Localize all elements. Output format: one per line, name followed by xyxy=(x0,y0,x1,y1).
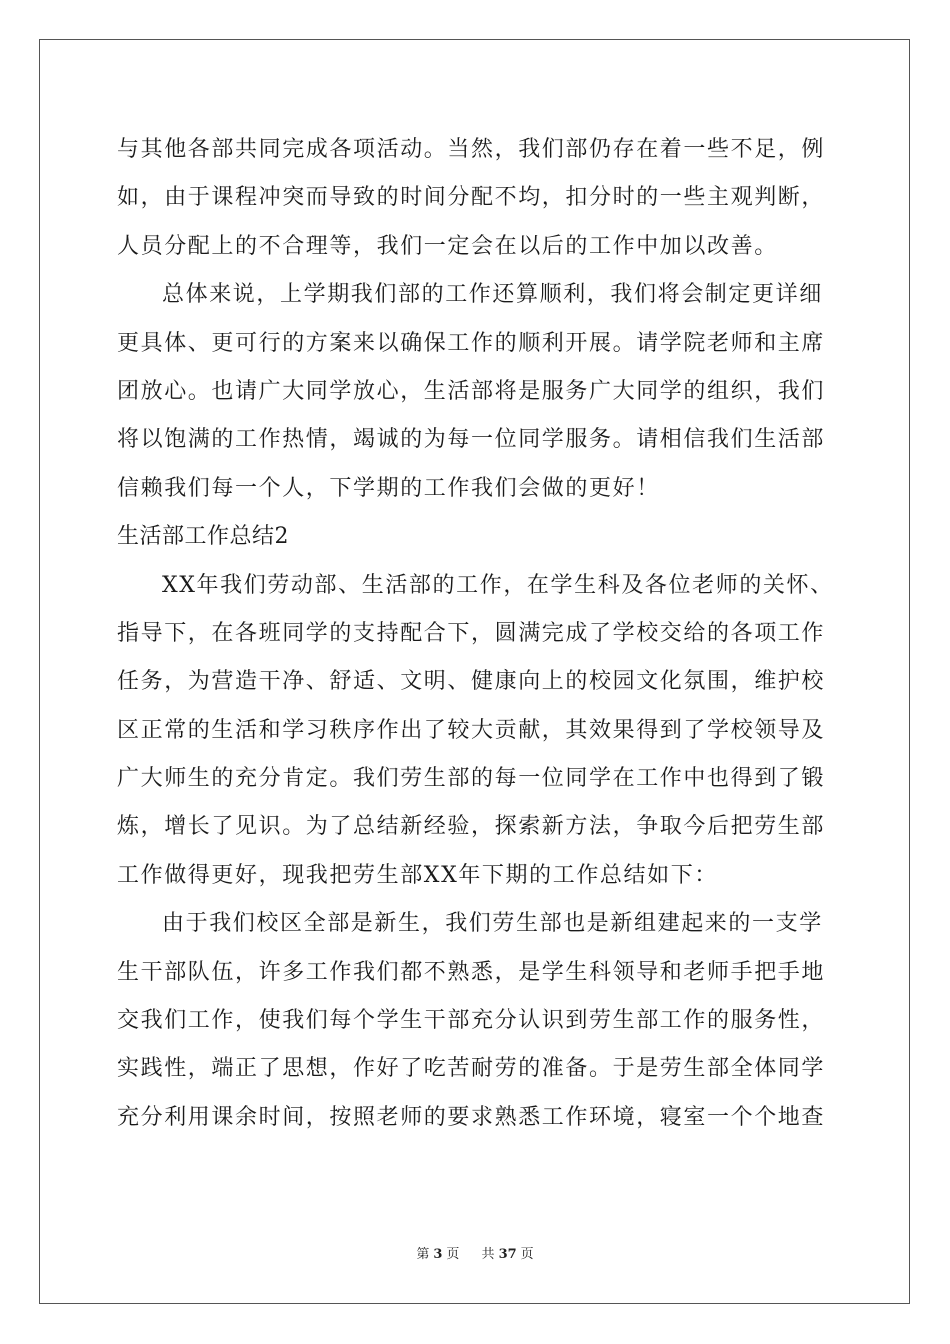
text-line: 如，由于课程冲突而导致的时间分配不均，扣分时的一些主观判断， xyxy=(117,185,826,211)
page-number: 第 3 页 xyxy=(416,1247,460,1262)
text-line: 实践性，端正了思想，作好了吃苦耐劳的准备。于是劳生部全体同学 xyxy=(117,1056,826,1082)
text-line: 人员分配上的不合理等，我们一定会在以后的工作中加以改善。 xyxy=(117,233,778,259)
section-heading xyxy=(117,513,837,561)
document-body xyxy=(117,126,837,1142)
text-line: 指导下，在各班同学的支持配合下，圆满完成了学校交给的各项工作 xyxy=(117,620,826,646)
paragraph xyxy=(117,126,837,271)
text-line: 区正常的生活和学习秩序作出了较大贡献，其效果得到了学校领导及 xyxy=(117,717,826,743)
paragraph xyxy=(117,271,837,513)
text-line: 团放心。也请广大同学放心，生活部将是服务广大同学的组织，我们 xyxy=(117,378,826,404)
text-line: 与其他各部共同完成各项活动。当然，我们部仍存在着一些不足，例 xyxy=(117,137,826,162)
text-line: 信赖我们每一个人，下学期的工作我们会做的更好！ xyxy=(117,475,660,501)
text-line: 交我们工作，使我们每个学生干部充分认识到劳生部工作的服务性， xyxy=(117,1008,826,1034)
page-footer xyxy=(0,1247,950,1263)
heading-line: 生活部工作总结2 xyxy=(117,524,289,550)
paragraph xyxy=(117,562,837,901)
text-line: 更具体、更可行的方案来以确保工作的顺利开展。请学院老师和主席 xyxy=(117,330,826,356)
text-line: 任务，为营造干净、舒适、文明、健康向上的校园文化氛围，维护校 xyxy=(117,669,826,695)
text-line: 广大师生的充分肯定。我们劳生部的每一位同学在工作中也得到了锻 xyxy=(117,766,826,792)
text-line: XX年我们劳动部、生活部的工作，在学生科及各位老师的关怀、 xyxy=(162,572,834,598)
total-pages: 共 37 页 xyxy=(481,1247,534,1262)
text-line: 充分利用课余时间，按照老师的要求熟悉工作环境，寝室一个个地查 xyxy=(117,1104,826,1130)
paragraph xyxy=(117,900,837,1142)
text-line: 由于我们校区全部是新生，我们劳生部也是新组建起来的一支学 xyxy=(162,911,823,937)
text-line: 炼，增长了见识。为了总结新经验，探索新方法，争取今后把劳生部 xyxy=(117,814,826,840)
text-line: 工作做得更好，现我把劳生部XX年下期的工作总结如下： xyxy=(117,862,718,888)
text-line: 生干部队伍，许多工作我们都不熟悉，是学生科领导和老师手把手地 xyxy=(117,959,826,985)
text-line: 将以饱满的工作热情，竭诚的为每一位同学服务。请相信我们生活部 xyxy=(117,427,826,453)
text-line: 总体来说，上学期我们部的工作还算顺利，我们将会制定更详细 xyxy=(162,282,823,308)
